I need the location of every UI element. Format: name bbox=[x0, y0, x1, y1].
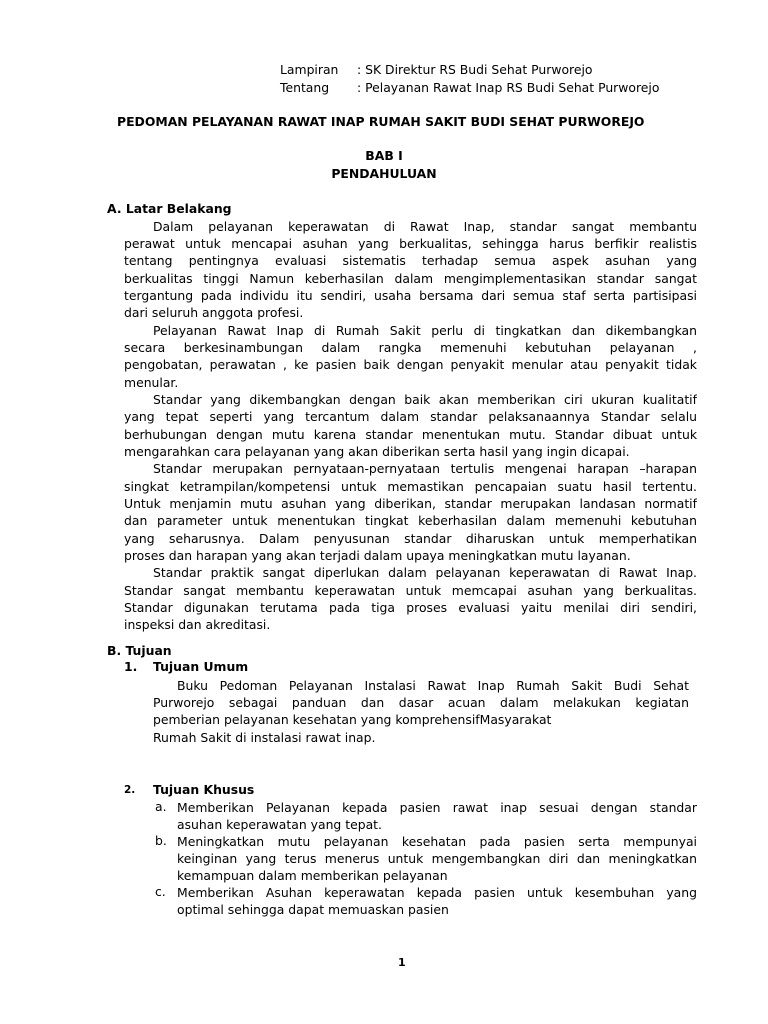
body-line: pengobatan, perawatan , ke pasien baik dengan penyakit menular atau penyakit tidak bbox=[124, 357, 697, 372]
body-line: yang tepat seperti yang tercantum dalam standar pelaksanaannya Standar selalu bbox=[124, 409, 697, 424]
body-line: Purworejo sebagai panduan dan dasar acuan dalam melakukan kegiatan bbox=[153, 695, 689, 710]
body-line: Standar sangat membantu keperawatan untuk memcapai asuhan yang berkualitas. bbox=[124, 583, 697, 598]
body-line: berkualitas tinggi Namun keberhasilan dalam mengimplementasikan standar sangat bbox=[124, 271, 697, 286]
list-item-line: keinginan yang terus menerus untuk mengembangkan diri dan meningkatkan bbox=[177, 851, 697, 866]
body-line: singkat ketrampilan/kompetensi untuk memastikan pencapaian suatu hasil tertentu. bbox=[124, 479, 697, 494]
lampiran-label: Lampiran bbox=[280, 62, 339, 77]
body-line: secara berkesinambungan dalam rangka memenuhi kebutuhan pelayanan , bbox=[124, 340, 697, 355]
body-line: proses dan harapan yang akan terjadi dalam upaya meningkatkan mutu layanan. bbox=[124, 548, 631, 563]
body-line: Untuk menjamin mutu asuhan yang diberikan, standar merupakan landasan normatif bbox=[124, 496, 697, 511]
body-line: Standar yang dikembangkan dengan baik akan memberikan ciri ukuran kualitatif bbox=[153, 392, 697, 407]
list-letter-c: c. bbox=[155, 884, 166, 899]
body-line: Pelayanan Rawat Inap di Rumah Sakit perlu di tingkatkan dan dikembangkan bbox=[153, 323, 697, 338]
list-item-line: Memberikan Pelayanan kepada pasien rawat inap sesuai dengan standar bbox=[177, 800, 697, 815]
page-number: 1 bbox=[398, 956, 406, 969]
body-line: tergantung pada individu itu sendiri, usaha bersama dari semua staf serta partisipasi bbox=[124, 288, 697, 303]
body-line: Standar praktik sangat diperlukan dalam pelayanan keperawatan di Rawat Inap. bbox=[153, 565, 697, 580]
body-line: perawat untuk mencapai asuhan yang berkualitas, sehingga harus berfikir realistis bbox=[124, 236, 697, 251]
list-item-line: Memberikan Asuhan keperawatan kepada pasien untuk kesembuhan yang bbox=[177, 885, 697, 900]
body-line: menular. bbox=[124, 375, 179, 390]
body-line: mengarahkan cara pelayanan yang akan diberikan serta hasil yang ingin dicapai. bbox=[124, 444, 630, 459]
list-letter-b: b. bbox=[155, 833, 167, 848]
item-2-number: 2. bbox=[124, 784, 136, 796]
body-line: Standar digunakan terutama pada tiga proses evaluasi yaitu menilai diri sendiri, bbox=[124, 600, 697, 615]
list-item-line: optimal sehingga dapat memuaskan pasien bbox=[177, 902, 449, 917]
section-b-heading: B. Tujuan bbox=[107, 643, 172, 658]
document-title: PEDOMAN PELAYANAN RAWAT INAP RUMAH SAKIT BUDI SEHAT PURWOREJO bbox=[117, 114, 645, 129]
list-item-line: asuhan keperawatan yang tepat. bbox=[177, 817, 382, 832]
list-item-line: Meningkatkan mutu pelayanan kesehatan pada pasien serta mempunyai bbox=[177, 834, 697, 849]
body-line: inspeksi dan akreditasi. bbox=[124, 617, 271, 632]
body-line: Standar merupakan pernyataan-pernyataan tertulis mengenai harapan –harapan bbox=[153, 461, 697, 476]
chapter-title: PENDAHULUAN bbox=[331, 166, 437, 181]
chapter-number: BAB I bbox=[365, 148, 403, 163]
tentang-label: Tentang bbox=[280, 80, 330, 95]
body-line: berhubungan dengan mutu karena standar menentukan mutu. Standar dibuat untuk bbox=[124, 427, 697, 442]
section-a-heading: A. Latar Belakang bbox=[107, 201, 232, 216]
body-line: dari seluruh anggota profesi. bbox=[124, 305, 304, 320]
list-item-line: kemampuan dalam memberikan pelayanan bbox=[177, 868, 448, 883]
body-line: Buku Pedoman Pelayanan Instalasi Rawat Inap Rumah Sakit Budi Sehat bbox=[177, 678, 689, 693]
item-1-number: 1. bbox=[124, 659, 138, 674]
body-line: Dalam pelayanan keperawatan di Rawat Inap, standar sangat membantu bbox=[153, 219, 697, 234]
item-2-title: Tujuan Khusus bbox=[153, 782, 255, 797]
list-letter-a: a. bbox=[155, 799, 167, 814]
item-1-title: Tujuan Umum bbox=[153, 659, 249, 674]
body-line: Rumah Sakit di instalasi rawat inap. bbox=[153, 730, 376, 745]
body-line: yang seharusnya. Dalam penyusunan standar diharuskan untuk memperhatikan bbox=[124, 531, 697, 546]
body-line: dan parameter untuk menentukan tingkat keberhasilan dalam memenuhi kebutuhan bbox=[124, 513, 697, 528]
body-line: tentang pentingnya evaluasi sistematis terhadap semua aspek asuhan yang bbox=[124, 253, 697, 268]
tentang-value: : Pelayanan Rawat Inap RS Budi Sehat Purworejo bbox=[357, 80, 660, 95]
lampiran-value: : SK Direktur RS Budi Sehat Purworejo bbox=[357, 62, 593, 77]
body-line: pemberian pelayanan kesehatan yang komprehensifMasyarakat bbox=[153, 712, 552, 727]
